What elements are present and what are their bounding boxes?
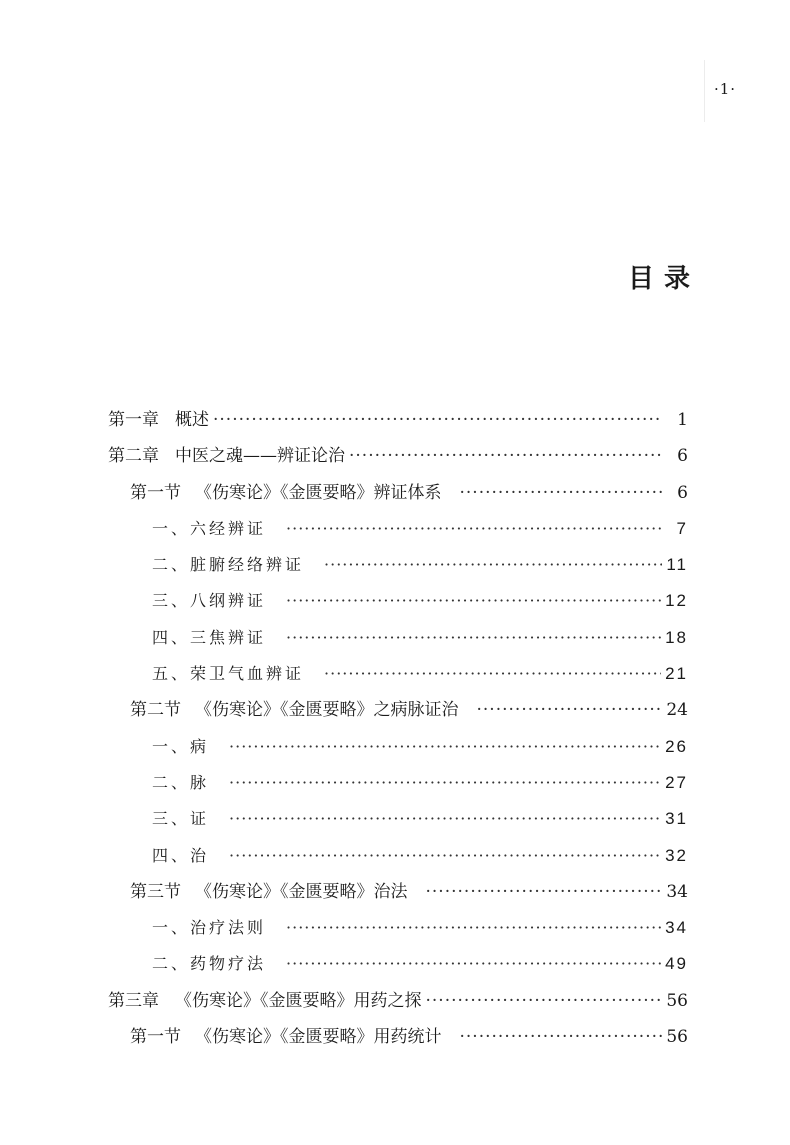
toc-title: 概述 bbox=[175, 410, 209, 430]
toc-leader-dots bbox=[349, 438, 662, 474]
toc-leader-dots bbox=[286, 910, 661, 946]
toc-leader-dots bbox=[286, 583, 661, 619]
toc-label: 第二节 bbox=[130, 700, 181, 721]
toc-label: 第三节 bbox=[130, 881, 181, 902]
toc-leader-dots bbox=[286, 946, 661, 982]
toc-entry-section[interactable] bbox=[108, 692, 688, 728]
table-of-contents bbox=[108, 402, 688, 1055]
toc-title: 《伤寒论》《金匮要略》用药统计 bbox=[195, 1027, 442, 1048]
toc-label: 四、三焦辨证 bbox=[152, 627, 267, 647]
toc-page-number: 12 bbox=[665, 591, 688, 611]
toc-label: 三、证 bbox=[152, 809, 210, 829]
toc-label: 二、脏腑经络辨证 bbox=[152, 555, 305, 575]
toc-entry-subsection[interactable] bbox=[108, 729, 688, 765]
toc-entry-subsection[interactable] bbox=[108, 838, 688, 874]
toc-title: 中医之魂——辨证论治 bbox=[175, 446, 345, 467]
toc-leader-dots bbox=[460, 475, 663, 511]
toc-label: 三、八纲辨证 bbox=[152, 591, 267, 611]
toc-entry-section[interactable] bbox=[108, 475, 688, 511]
toc-leader-dots bbox=[229, 838, 661, 874]
toc-leader-dots bbox=[213, 402, 662, 438]
toc-page-number: 11 bbox=[666, 555, 688, 575]
toc-label: 第三章 bbox=[108, 990, 159, 1011]
toc-title: 《伤寒论》《金匮要略》用药之探 bbox=[175, 990, 422, 1011]
toc-page-number: 56 bbox=[666, 1027, 688, 1048]
toc-page-number: 56 bbox=[666, 990, 688, 1011]
toc-leader-dots bbox=[324, 547, 662, 583]
toc-label: 第一节 bbox=[130, 1027, 181, 1048]
toc-page-number: 21 bbox=[665, 664, 688, 684]
toc-page-number: 18 bbox=[665, 627, 688, 647]
toc-label: 一、六经辨证 bbox=[152, 518, 267, 538]
toc-leader-dots bbox=[286, 620, 661, 656]
toc-page-number: 34 bbox=[666, 881, 688, 902]
toc-label: 二、脉 bbox=[152, 772, 210, 792]
toc-entry-section[interactable] bbox=[108, 1019, 688, 1055]
toc-entry-subsection[interactable] bbox=[108, 547, 688, 583]
toc-page-number: 24 bbox=[666, 700, 688, 721]
toc-page-number: 6 bbox=[677, 482, 688, 503]
toc-label: 一、病 bbox=[152, 736, 210, 756]
toc-leader-dots bbox=[477, 692, 663, 728]
toc-entry-chapter-1[interactable] bbox=[108, 402, 688, 438]
toc-page-number: 26 bbox=[665, 736, 688, 756]
toc-title: 目录 bbox=[628, 264, 701, 294]
toc-entry-section[interactable] bbox=[108, 874, 688, 910]
toc-entry-subsection[interactable] bbox=[108, 801, 688, 837]
toc-leader-dots bbox=[286, 511, 662, 547]
toc-entry-chapter-2[interactable] bbox=[108, 438, 688, 474]
toc-entry-subsection[interactable] bbox=[108, 583, 688, 619]
toc-leader-dots bbox=[229, 729, 661, 765]
toc-title: 《伤寒论》《金匮要略》治法 bbox=[195, 881, 408, 902]
toc-label: 二、药物疗法 bbox=[152, 954, 267, 974]
toc-page-number: 27 bbox=[665, 772, 688, 792]
toc-entry-subsection[interactable] bbox=[108, 620, 688, 656]
toc-page-number: 31 bbox=[665, 809, 688, 829]
toc-page-number: 49 bbox=[665, 954, 688, 974]
page-edge-line bbox=[704, 60, 705, 122]
toc-leader-dots bbox=[324, 656, 661, 692]
toc-leader-dots bbox=[426, 874, 663, 910]
toc-leader-dots bbox=[426, 983, 663, 1019]
toc-page-number: 34 bbox=[665, 918, 688, 938]
toc-page-number: 6 bbox=[677, 446, 688, 467]
toc-label: 五、荣卫气血辨证 bbox=[152, 664, 305, 684]
toc-page-number: 7 bbox=[676, 518, 688, 538]
toc-label: 一、治疗法则 bbox=[152, 918, 267, 938]
toc-label: 第二章 bbox=[108, 446, 159, 467]
toc-label: 第一章 bbox=[108, 410, 159, 430]
toc-page-number: 32 bbox=[665, 845, 688, 865]
toc-entry-subsection[interactable] bbox=[108, 511, 688, 547]
page-number: ·1· bbox=[714, 80, 737, 98]
toc-leader-dots bbox=[229, 765, 661, 801]
toc-entry-subsection[interactable] bbox=[108, 656, 688, 692]
toc-title: 《伤寒论》《金匮要略》之病脉证治 bbox=[195, 700, 459, 721]
toc-page-number: 1 bbox=[677, 410, 688, 430]
toc-entry-subsection[interactable] bbox=[108, 910, 688, 946]
toc-title: 《伤寒论》《金匮要略》辨证体系 bbox=[195, 482, 442, 503]
toc-entry-subsection[interactable] bbox=[108, 946, 688, 982]
toc-label: 四、治 bbox=[152, 845, 210, 865]
toc-leader-dots bbox=[229, 801, 661, 837]
toc-entry-subsection[interactable] bbox=[108, 765, 688, 801]
toc-leader-dots bbox=[460, 1019, 663, 1055]
toc-label: 第一节 bbox=[130, 482, 181, 503]
toc-entry-chapter-3[interactable] bbox=[108, 983, 688, 1019]
